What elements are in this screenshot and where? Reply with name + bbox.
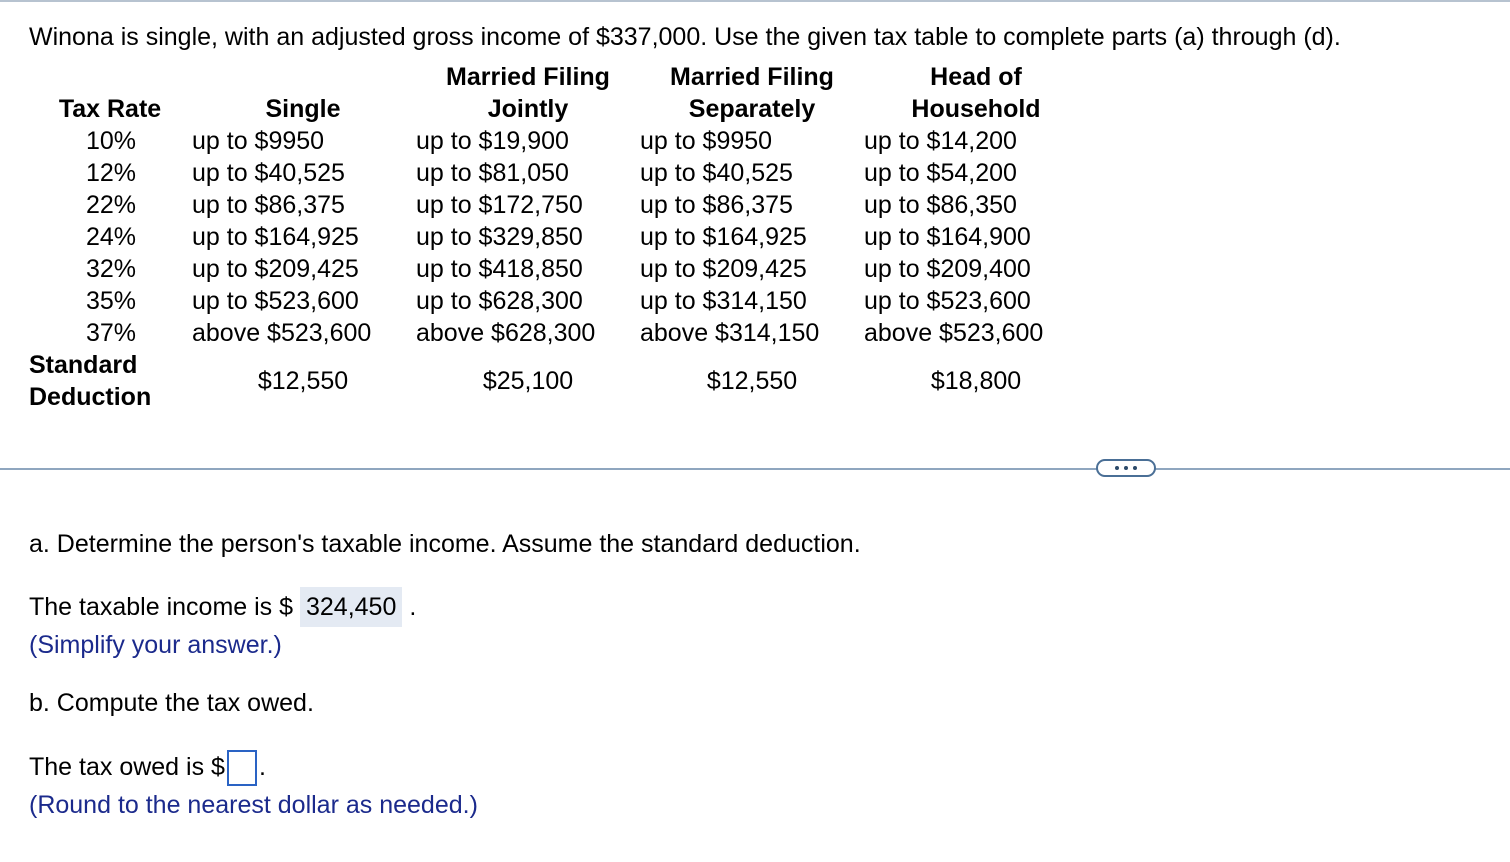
rate-cell: 37% xyxy=(85,319,136,347)
mfj-cell: up to $329,850 xyxy=(416,223,583,251)
standard-deduction-label: Standard xyxy=(29,351,138,379)
header-mfj-line2: Jointly xyxy=(487,95,569,123)
part-a-answer-suffix: . xyxy=(409,593,417,621)
rate-cell: 32% xyxy=(85,255,136,283)
problem-statement: Winona is single, with an adjusted gross income of $337,000. Use the given tax table to complete parts (a) through (d). xyxy=(29,23,1341,51)
mfs-cell: up to $314,150 xyxy=(640,287,807,315)
std-deduction-mfj: $25,100 xyxy=(482,367,574,395)
section-divider xyxy=(0,468,1510,470)
rate-cell: 24% xyxy=(85,223,136,251)
top-border xyxy=(0,0,1510,2)
std-deduction-hoh: $18,800 xyxy=(930,367,1022,395)
mfj-cell: up to $172,750 xyxy=(416,191,583,219)
part-a-answer-prefix: The taxable income is $ xyxy=(29,593,294,621)
single-cell: up to $9950 xyxy=(192,127,325,155)
single-cell: up to $209,425 xyxy=(192,255,359,283)
mfj-cell: above $628,300 xyxy=(416,319,596,347)
mfs-cell: up to $40,525 xyxy=(640,159,793,187)
single-cell: up to $40,525 xyxy=(192,159,345,187)
mfj-cell: up to $628,300 xyxy=(416,287,583,315)
header-tax-rate: Tax Rate xyxy=(58,95,162,123)
std-deduction-mfs: $12,550 xyxy=(706,367,798,395)
more-button[interactable] xyxy=(1096,459,1156,477)
mfs-cell: up to $209,425 xyxy=(640,255,807,283)
part-a-hint: (Simplify your answer.) xyxy=(29,631,282,659)
part-b-answer-suffix: . xyxy=(258,753,266,781)
header-mfj-line1: Married Filing xyxy=(446,63,610,91)
single-cell: up to $164,925 xyxy=(192,223,359,251)
hoh-cell: up to $54,200 xyxy=(864,159,1017,187)
header-mfs-line1: Married Filing xyxy=(670,63,834,91)
rate-cell: 10% xyxy=(85,127,136,155)
header-hoh-line1: Head of xyxy=(930,63,1022,91)
hoh-cell: up to $14,200 xyxy=(864,127,1017,155)
mfj-cell: up to $418,850 xyxy=(416,255,583,283)
part-b-hint: (Round to the nearest dollar as needed.) xyxy=(29,791,478,819)
header-single: Single xyxy=(265,95,341,123)
header-hoh-line2: Household xyxy=(911,95,1041,123)
tax-owed-input[interactable] xyxy=(227,750,257,786)
rate-cell: 12% xyxy=(85,159,136,187)
mfj-cell: up to $19,900 xyxy=(416,127,569,155)
ellipsis-icon xyxy=(1124,466,1128,470)
mfs-cell: up to $9950 xyxy=(640,127,773,155)
mfs-cell: up to $86,375 xyxy=(640,191,793,219)
hoh-cell: up to $209,400 xyxy=(864,255,1031,283)
hoh-cell: up to $86,350 xyxy=(864,191,1017,219)
part-b-answer-line xyxy=(29,749,266,786)
mfj-cell: up to $81,050 xyxy=(416,159,569,187)
ellipsis-icon xyxy=(1115,466,1119,470)
single-cell: above $523,600 xyxy=(192,319,372,347)
part-a-answer-line xyxy=(29,587,416,627)
header-mfs-line2: Separately xyxy=(688,95,816,123)
hoh-cell: above $523,600 xyxy=(864,319,1044,347)
part-a-question: a. Determine the person's taxable income. Assume the standard deduction. xyxy=(29,530,861,558)
single-cell: up to $523,600 xyxy=(192,287,359,315)
std-deduction-single: $12,550 xyxy=(257,367,349,395)
hoh-cell: up to $523,600 xyxy=(864,287,1031,315)
ellipsis-icon xyxy=(1133,466,1137,470)
single-cell: up to $86,375 xyxy=(192,191,345,219)
mfs-cell: above $314,150 xyxy=(640,319,820,347)
part-b-answer-prefix: The tax owed is $ xyxy=(29,753,225,781)
mfs-cell: up to $164,925 xyxy=(640,223,807,251)
taxable-income-answer[interactable]: 324,450 xyxy=(300,587,402,627)
part-b-question: b. Compute the tax owed. xyxy=(29,689,314,717)
hoh-cell: up to $164,900 xyxy=(864,223,1031,251)
rate-cell: 22% xyxy=(85,191,136,219)
rate-cell: 35% xyxy=(85,287,136,315)
standard-deduction-label: Deduction xyxy=(29,383,152,411)
